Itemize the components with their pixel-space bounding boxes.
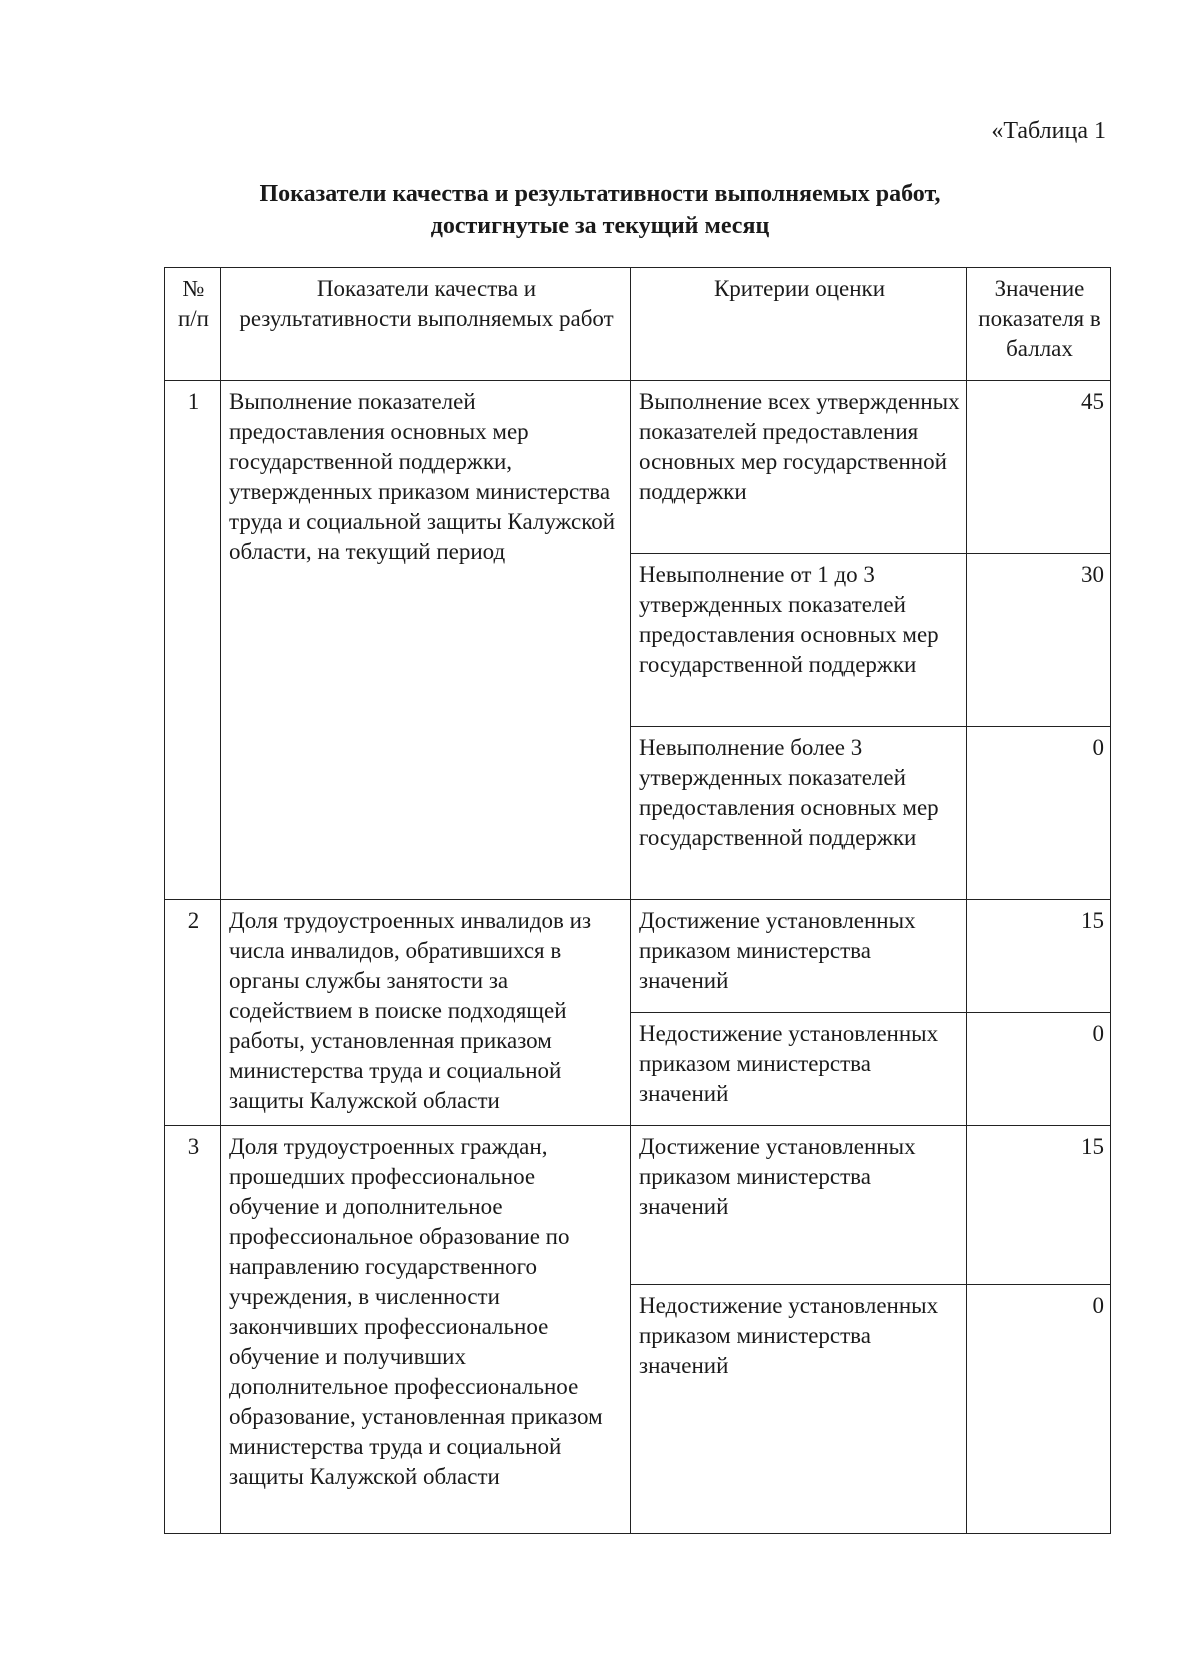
table-header-row (165, 268, 1111, 381)
column-header-value: Значение показателя в баллах (967, 268, 1111, 381)
table-row (165, 381, 1111, 554)
criteria-cell: Недостижение установленных приказом министерства значений (631, 1285, 967, 1534)
table-label: «Таблица 1 (991, 118, 1106, 144)
criteria-cell: Выполнение всех утвержденных показателей предоставления основных мер государственной поддержки (631, 381, 967, 554)
score-cell: 15 (967, 1126, 1111, 1285)
criteria-cell: Достижение установленных приказом министерства значений (631, 900, 967, 1013)
score-cell: 0 (967, 1285, 1111, 1534)
row-number: 1 (165, 381, 221, 900)
row-number: 2 (165, 900, 221, 1126)
row-number: 3 (165, 1126, 221, 1534)
title-line-2: достигнутые за текущий месяц (430, 213, 770, 239)
score-cell: 0 (967, 727, 1111, 900)
column-header-num: № п/п (165, 268, 221, 381)
document-title (150, 178, 1050, 242)
score-cell: 45 (967, 381, 1111, 554)
column-header-indicator: Показатели качества и результативности выполняемых работ (221, 268, 631, 381)
indicator-cell: Доля трудоустроенных граждан, прошедших профессиональное обучение и дополнительное профессиональное образование по направлению государственного учреждения, в численности закончивших профессиональное обучение и получивших дополнительное профессиональное образование, установленная приказом министерства труда и социальной защиты Калужской области (221, 1126, 631, 1534)
indicators-table (164, 267, 1111, 1534)
criteria-cell: Недостижение установленных приказом министерства значений (631, 1013, 967, 1126)
criteria-cell: Невыполнение от 1 до 3 утвержденных показателей предоставления основных мер государственной поддержки (631, 554, 967, 727)
column-header-criteria: Критерии оценки (631, 268, 967, 381)
table-row (165, 1126, 1111, 1285)
score-cell: 15 (967, 900, 1111, 1013)
indicator-cell: Доля трудоустроенных инвалидов из числа инвалидов, обратившихся в органы службы занятости за содействием в поиске подходящей работы, установленная приказом министерства труда и социальной защиты Калужской области (221, 900, 631, 1126)
criteria-cell: Невыполнение более 3 утвержденных показателей предоставления основных мер государственной поддержки (631, 727, 967, 900)
criteria-cell: Достижение установленных приказом министерства значений (631, 1126, 967, 1285)
score-cell: 0 (967, 1013, 1111, 1126)
indicator-cell: Выполнение показателей предоставления основных мер государственной поддержки, утвержденных приказом министерства труда и социальной защиты Калужской области, на текущий период (221, 381, 631, 900)
table-row (165, 900, 1111, 1013)
title-line-1: Показатели качества и результативности выполняемых работ, (259, 181, 941, 207)
score-cell: 30 (967, 554, 1111, 727)
